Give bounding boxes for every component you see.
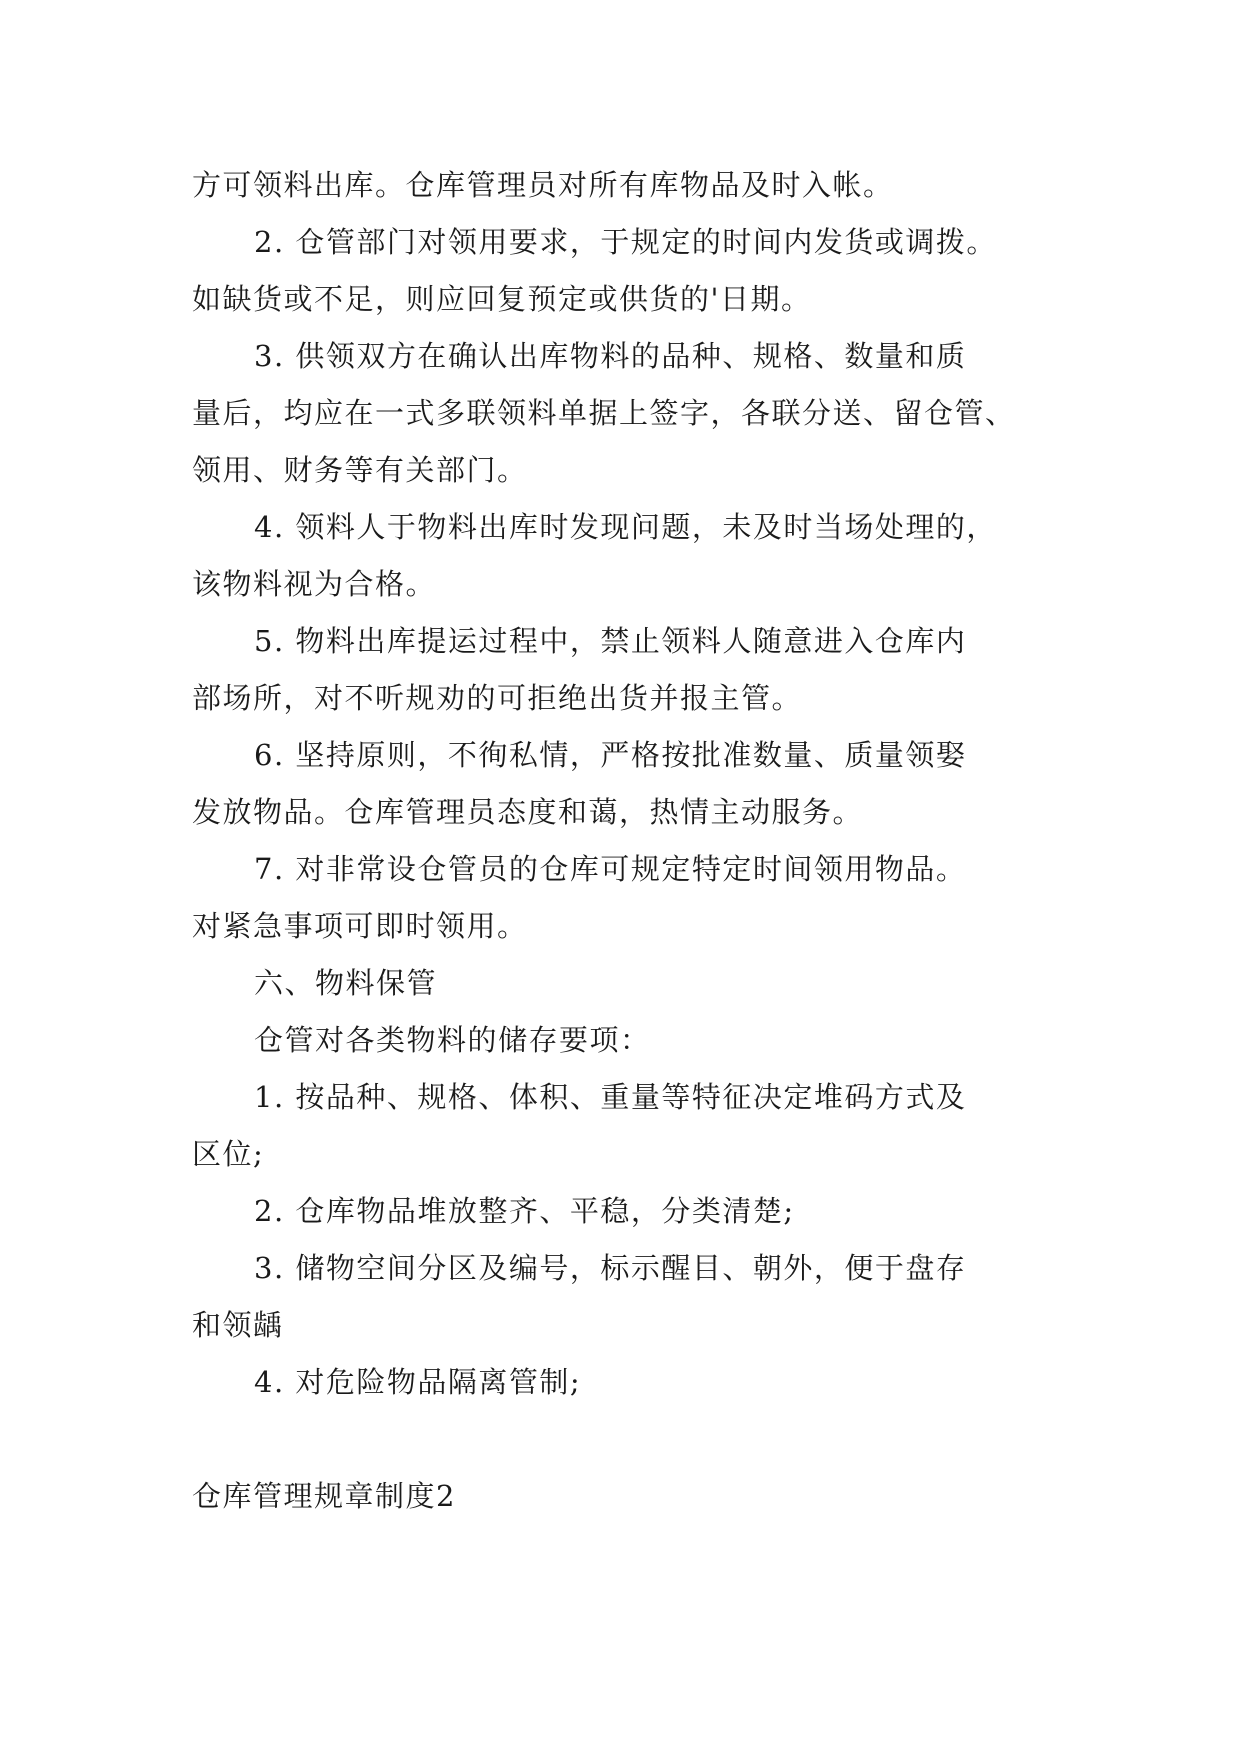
- text-line-8: 该物料视为合格。: [192, 567, 437, 601]
- section-heading: 六、物料保管: [254, 966, 438, 1000]
- text-line-14: 对紧急事项可即时领用。: [192, 909, 528, 943]
- text-line-5: 量后，均应在一式多联领料单据上签字，各联分送、留仓管、: [192, 396, 1016, 430]
- text-line-9: 5. 物料出库提运过程中，禁止领料人随意进入仓库内: [254, 624, 967, 658]
- text-line-12: 发放物品。仓库管理员态度和蔼，热情主动服务。: [192, 795, 864, 829]
- text-line-11: 6. 坚持原则，不徇私情，严格按批准数量、质量领娶: [254, 738, 967, 772]
- text-line-2: 2. 仓管部门对领用要求，于规定的时间内发货或调拨。: [254, 225, 997, 259]
- text-line-4: 3. 供领双方在确认出库物料的品种、规格、数量和质: [254, 339, 967, 373]
- document-title-2: 仓库管理规章制度2: [192, 1479, 456, 1513]
- text-line-18: 区位;: [192, 1137, 265, 1171]
- text-line-17: 1. 按品种、规格、体积、重量等特征决定堆码方式及: [254, 1080, 967, 1114]
- text-line-19: 2. 仓库物品堆放整齐、平稳，分类清楚;: [254, 1194, 795, 1228]
- text-line-21: 和领龋: [192, 1308, 284, 1342]
- text-line-3: 如缺货或不足，则应回复预定或供货的'日期。: [192, 282, 812, 316]
- text-line-13: 7. 对非常设仓管员的仓库可规定特定时间领用物品。: [254, 852, 967, 886]
- text-line-22: 4. 对危险物品隔离管制;: [254, 1365, 582, 1399]
- text-line-6: 领用、财务等有关部门。: [192, 453, 528, 487]
- text-line-20: 3. 储物空间分区及编号，标示醒目、朝外，便于盘存: [254, 1251, 967, 1285]
- text-line-10: 部场所，对不听规劝的可拒绝出货并报主管。: [192, 681, 803, 715]
- text-line-7: 4. 领料人于物料出库时发现问题，未及时当场处理的，: [254, 510, 997, 544]
- text-line-1: 方可领料出库。仓库管理员对所有库物品及时入帐。: [192, 168, 894, 202]
- text-line-16: 仓管对各类物料的储存要项：: [254, 1023, 651, 1057]
